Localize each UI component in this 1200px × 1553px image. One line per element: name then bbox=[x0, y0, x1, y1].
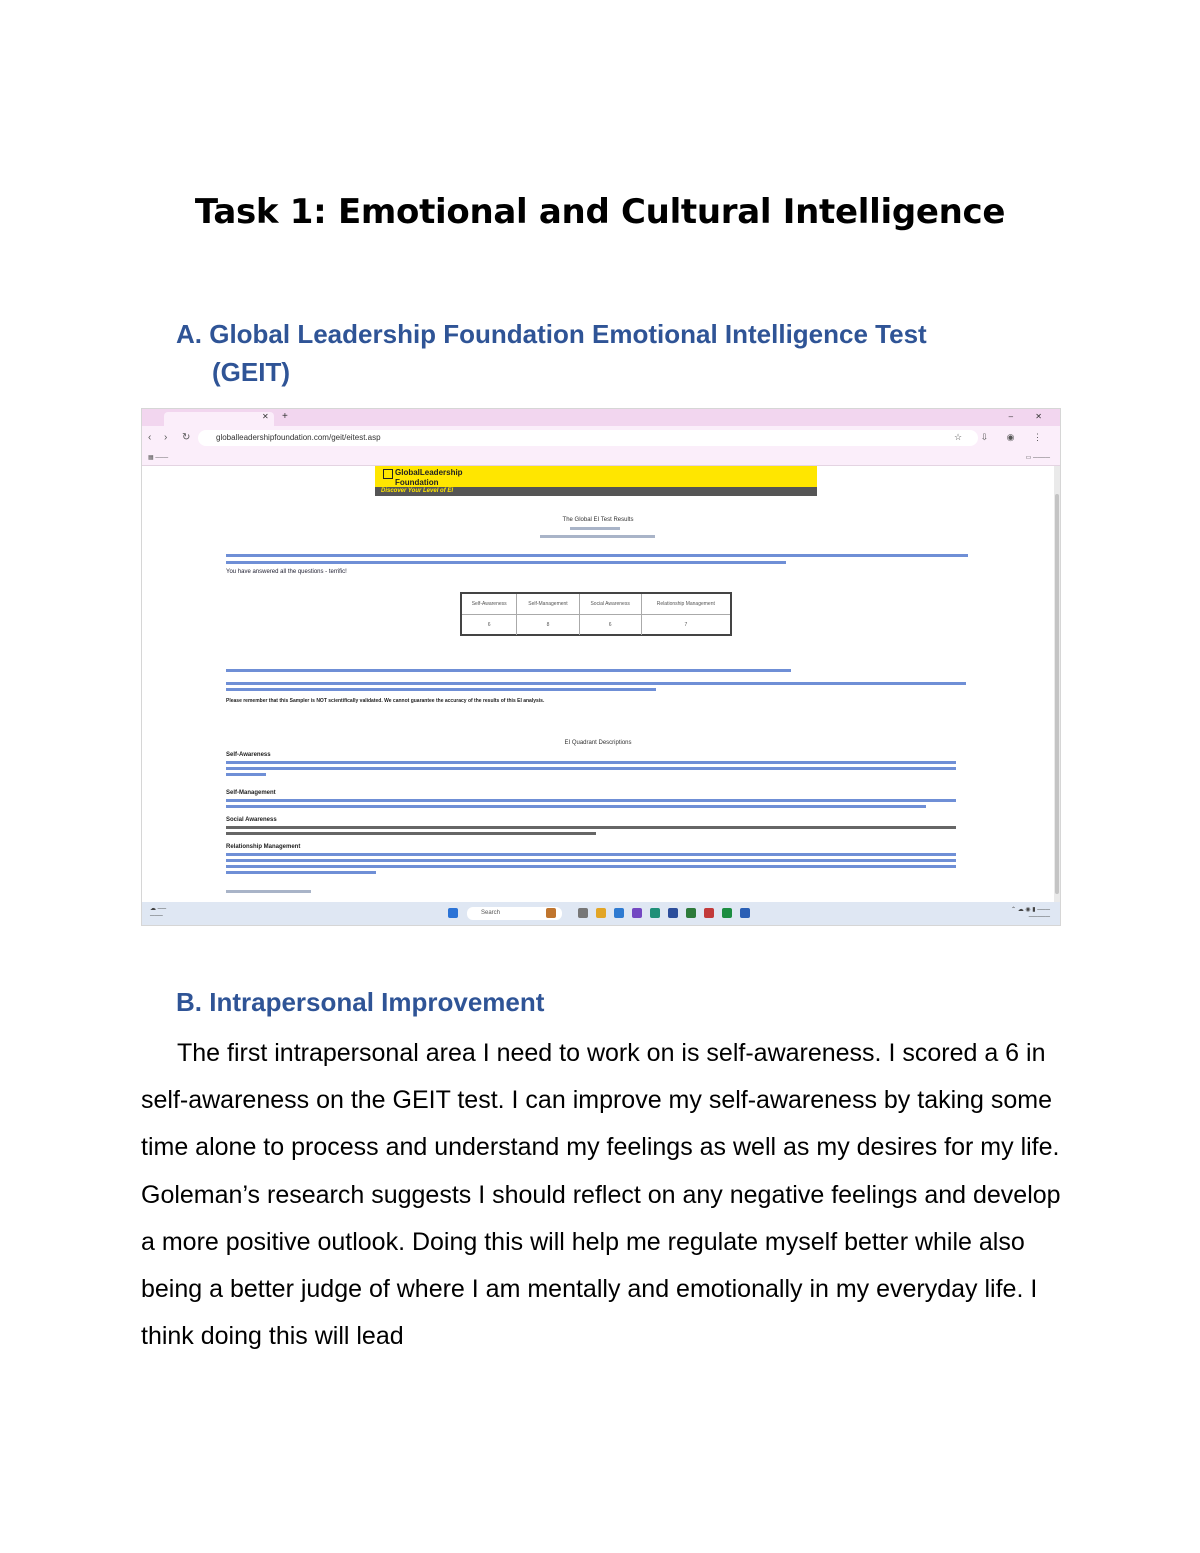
text-line bbox=[226, 682, 966, 685]
text-line bbox=[226, 669, 791, 672]
quadrant-heading: Self-Awareness bbox=[226, 752, 271, 758]
app-icon bbox=[632, 908, 642, 918]
bookmarks-folder-icon: ▭ ──── bbox=[1025, 455, 1050, 461]
logo-line1: GlobalLeadership bbox=[395, 468, 463, 477]
text-line bbox=[226, 767, 956, 770]
text-line bbox=[226, 826, 956, 829]
text-line bbox=[226, 761, 956, 764]
browser-nav-bar bbox=[142, 426, 1060, 451]
close-icon: ✕ bbox=[262, 412, 269, 421]
forward-icon: › bbox=[164, 432, 168, 443]
app-icon bbox=[596, 908, 606, 918]
browser-tab-bar bbox=[142, 409, 1060, 426]
app-icon bbox=[546, 908, 556, 918]
text-line bbox=[226, 890, 311, 893]
text-line bbox=[226, 561, 786, 564]
app-icon bbox=[650, 908, 660, 918]
taskbar-search: Search bbox=[467, 907, 562, 920]
quadrant-heading: Relationship Management bbox=[226, 844, 301, 850]
app-icon bbox=[614, 908, 624, 918]
score-header: Self-Awareness bbox=[462, 594, 517, 615]
logo-line2: Foundation bbox=[395, 478, 439, 487]
weather-icon: ☁ ── ─── bbox=[150, 906, 167, 919]
banner bbox=[375, 466, 817, 496]
answered-note: You have answered all the questions - terrific! bbox=[226, 569, 347, 575]
plus-icon: + bbox=[282, 411, 288, 422]
score-header: Relationship Management bbox=[641, 594, 730, 615]
app-icon bbox=[704, 908, 714, 918]
text-line bbox=[226, 554, 968, 557]
apps-icon: ▦ ─── bbox=[148, 455, 169, 461]
reload-icon: ↻ bbox=[182, 432, 191, 443]
text-line bbox=[226, 859, 956, 862]
toolbar-icons: ☆ ⇩ ◉ ⋮ bbox=[954, 432, 1050, 442]
score-value: 6 bbox=[579, 615, 641, 636]
app-icon bbox=[740, 908, 750, 918]
text-line bbox=[540, 535, 655, 538]
quadrant-heading: Self-Management bbox=[226, 790, 276, 796]
app-icon bbox=[578, 908, 588, 918]
text-line bbox=[226, 832, 596, 835]
score-value: 6 bbox=[462, 615, 517, 636]
system-tray-icons: ⌃ ☁ ◉ ▮ ─── ───── bbox=[1011, 907, 1050, 920]
text-line bbox=[570, 527, 620, 530]
section-a-heading bbox=[176, 315, 1016, 391]
score-value: 8 bbox=[517, 615, 579, 636]
app-icon bbox=[722, 908, 732, 918]
app-icon bbox=[686, 908, 696, 918]
window-controls-icon: – ✕ bbox=[1008, 412, 1052, 421]
web-page-content bbox=[142, 466, 1054, 902]
score-header: Self-Management bbox=[517, 594, 579, 615]
logo bbox=[383, 469, 463, 487]
section-b-heading: B. Intrapersonal Improvement bbox=[176, 987, 545, 1017]
section-b-paragraph: The first intrapersonal area I need to work on is self-awareness. I scored a 6 in self-awareness on the GEIT test. I can improve my self-awareness by taking some time alone to process and understand my feelings as well as my desires for my life. Goleman’s research suggests I should reflect on any negative feelings and develop a more positive outlook. Doing this will help me regulate myself better while also being a better judge of where I am mentally and emotionally in my everyday life. I think doing this will lead bbox=[141, 1039, 1061, 1351]
section-a-heading-line2: (GEIT) bbox=[212, 357, 290, 387]
score-table bbox=[460, 592, 732, 636]
text-line bbox=[226, 871, 376, 874]
descriptions-heading: EI Quadrant Descriptions bbox=[564, 740, 632, 746]
text-line bbox=[226, 853, 956, 856]
quadrant-heading: Social Awareness bbox=[226, 817, 277, 823]
geit-results-screenshot bbox=[141, 408, 1061, 926]
browser-tab bbox=[164, 412, 274, 426]
results-heading: The Global EI Test Results bbox=[562, 517, 634, 523]
section-a-heading-line1: A. Global Leadership Foundation Emotional Intelligence Test bbox=[176, 319, 927, 349]
text-line bbox=[226, 773, 266, 776]
text-line bbox=[226, 805, 926, 808]
score-value: 7 bbox=[684, 622, 688, 628]
address-bar: globalleadershipfoundation.com/geit/eitest.asp bbox=[198, 430, 978, 446]
text-line bbox=[226, 799, 956, 802]
taskbar bbox=[142, 902, 1060, 925]
text-line bbox=[226, 865, 956, 868]
app-icon bbox=[668, 908, 678, 918]
scrollbar-thumb bbox=[1055, 494, 1059, 894]
page-title: Task 1: Emotional and Cultural Intelligence bbox=[194, 192, 1006, 232]
score-header: Social Awareness bbox=[579, 594, 641, 615]
bookmarks-bar bbox=[142, 451, 1060, 466]
back-icon: ‹ bbox=[148, 432, 152, 443]
start-icon bbox=[448, 908, 458, 918]
disclaimer: Please remember that this Sampler is NOT scientifically validated. We cannot guarantee the accuracy of the results of this EI analysis. bbox=[226, 698, 545, 704]
scrollbar bbox=[1054, 466, 1060, 902]
banner-tagline: Discover Your Level of EI bbox=[375, 487, 817, 496]
text-line bbox=[226, 688, 656, 691]
